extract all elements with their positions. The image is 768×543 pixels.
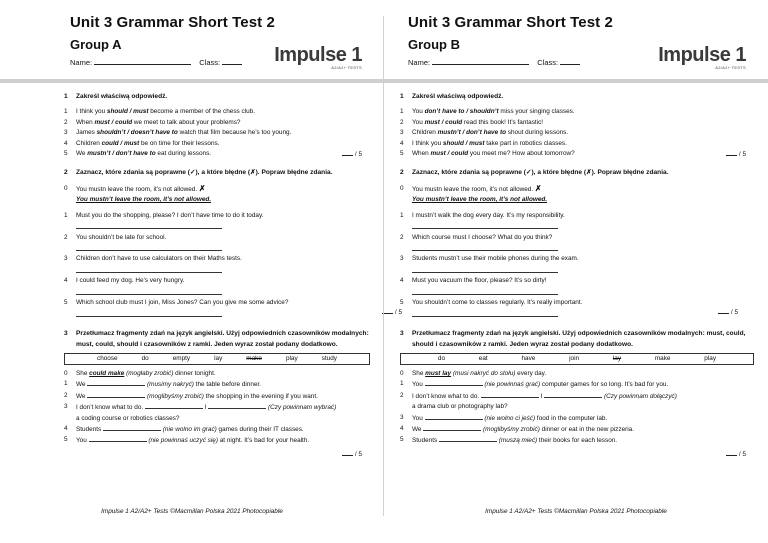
score-box: / 5: [726, 449, 746, 460]
impulse-logo: Impulse 1 A2/A2+ TESTS: [658, 44, 746, 70]
exercise-item: 2 You shouldn’t be late for school.: [64, 233, 167, 241]
exercise-item: 2 You must / could read this book! It’s fantastic!: [400, 118, 544, 126]
cross-mark: ✗: [198, 183, 206, 193]
exercise-item: 1 I think you should / must become a member of the chess club.: [64, 108, 256, 116]
exercise-item: 1 I mustn’t walk the dog every day. It’s my responsibility.: [400, 211, 565, 219]
exercise-item: 5 Which school club must I join, Miss Jones? Can you give me some advice?: [64, 299, 289, 307]
exercise-item: 1 You don’t have to / shouldn’t miss your singing classes.: [400, 108, 575, 116]
score-box: / 5: [718, 307, 738, 318]
footer-copyright: Impulse 1 A2/A2+ Tests ©Macmillan Polska 2021 Photocopiable: [485, 508, 667, 515]
exercise-3-instruction: 3 Przetłumacz fragmenty zdań na język angielski. Użyj odpowiednich czasowników modalnych: must, could, should i czasowników z ramki. Jeden wyraz został podany dodatkowo.: [400, 330, 746, 348]
exercise-item: 5 Students (muszą mieć) their books for each lesson.: [400, 436, 618, 445]
exercise-item: 4 Students (nie wolno im grać) games during their IT classes.: [64, 425, 304, 434]
answer-line[interactable]: [76, 243, 222, 251]
exercise-item: 3 You (nie wolno ci jeść) food in the computer lab.: [400, 413, 608, 422]
group-label: Group A: [70, 37, 122, 52]
page-header: [70, 0, 370, 80]
name-class-line: [70, 57, 248, 67]
exercise-item: 3 Children mustn’t / don’t have to shout during lessons.: [400, 129, 569, 137]
page-title: Unit 3 Grammar Short Test 2: [70, 14, 275, 31]
answer-line[interactable]: [412, 243, 558, 251]
struck-word: make: [246, 354, 262, 362]
footer-copyright: Impulse 1 A2/A2+ Tests ©Macmillan Polska 2021 Photocopiable: [101, 508, 283, 515]
name-class-line: [408, 57, 586, 67]
class-blank: [560, 57, 580, 65]
cross-mark: ✗: [534, 183, 542, 193]
exercise-item: 5 When must / could you meet me? How about tomorrow? / 5: [400, 149, 754, 159]
exercise-item: 4 I could feed my dog. He’s very hungry.: [64, 277, 185, 285]
group-label: Group B: [408, 37, 460, 52]
exercise-item: 1 You (nie powinnaś grać) computer games for so long. It’s bad for you.: [400, 380, 669, 389]
class-blank: [222, 57, 242, 65]
answer-line[interactable]: [412, 287, 558, 295]
exercise-item: 2 When must / could we meet to talk about your problems?: [64, 118, 241, 126]
answer-line[interactable]: [76, 287, 222, 295]
exercise-item: 4 We (moglibyśmy zrobić) dinner or eat in the new pizzeria.: [400, 425, 634, 434]
answer-line[interactable]: [412, 221, 558, 229]
score-row: [400, 447, 754, 457]
exercise-item: 1 Must you do the shopping, please? I don’t have time to do it today.: [64, 211, 264, 219]
word-box: choose do empty lay make play study: [64, 353, 370, 365]
class-label: Class:: [199, 58, 221, 67]
example-item: 0 You mustn leave the room, it’s not allowed. ✗: [64, 183, 206, 193]
example-item: 0 You mustn leave the room, it’s not allowed. ✗: [400, 183, 542, 193]
exercise-item: 3 James shouldn’t / doesn’t have to watch that film because he’s too young.: [64, 129, 292, 137]
exercise-item: 4 Must you vacuum the floor, please? It’s so dirty!: [400, 277, 547, 285]
name-blank: [432, 57, 529, 65]
page-title: Unit 3 Grammar Short Test 2: [408, 14, 613, 31]
exercise-1-instruction: 1 Zakreśl właściwą odpowiedź.: [400, 93, 504, 100]
score-row: [64, 447, 370, 457]
exercise-item: 1 We (musimy nakryć) the table before dinner.: [64, 380, 262, 389]
name-label: Name:: [70, 58, 93, 67]
score-box: / 5: [342, 149, 362, 160]
score-box: / 5: [382, 307, 402, 318]
answer-line[interactable]: [412, 265, 558, 273]
exercise-item-cont: a drama club or photography lab?: [412, 403, 508, 411]
exercise-item: 2 Which course must I choose? What do you think?: [400, 233, 553, 241]
exercise-item: 3 Students mustn’t use their mobile phones during the exam.: [400, 255, 579, 263]
exercise-2-instruction: 2 Zaznacz, które zdania są poprawne (✓), a które błędne (✗). Popraw błędne zdania.: [64, 169, 333, 177]
exercise-item: 5 We mustn’t / don’t have to eat during lessons. / 5: [64, 149, 370, 159]
header-rule: [384, 79, 768, 83]
exercise-1-instruction: 1 Zakreśl właściwą odpowiedź.: [64, 93, 168, 100]
answer-line[interactable]: [76, 265, 222, 273]
class-label: Class:: [537, 58, 559, 67]
impulse-logo: Impulse 1 A2/A2+ TESTS: [274, 44, 362, 70]
name-blank: [94, 57, 191, 65]
example-answer: You mustn’t leave the room, it’s not allowed.: [76, 196, 212, 204]
exercise-item-cont: a coding course or robotics classes?: [76, 414, 180, 422]
exercise-item: 2 I don’t know what to do. I (Czy powinnam dołączyć): [400, 391, 677, 400]
exercise-item: 4 Children could / must be on time for their lessons.: [64, 139, 220, 147]
test-page-group-b: [384, 0, 768, 543]
exercise-2-instruction: 2 Zaznacz, które zdania są poprawne (✓), a które błędne (✗). Popraw błędne zdania.: [400, 169, 669, 177]
exercises: [64, 92, 402, 458]
header-rule: [0, 79, 384, 83]
exercises: [400, 92, 754, 457]
answer-line[interactable]: [76, 308, 402, 317]
exercise-3-instruction: 3 Przetłumacz fragmenty zdań na język angielski. Użyj odpowiednich czasowników modalnych: must, could, should i czasowników z ramki. Jeden wyraz został podany dodatkowo.: [64, 330, 369, 348]
name-label: Name:: [408, 58, 431, 67]
exercise-item: 2 We (moglibyśmy zrobić) the shopping in the evening if you want.: [64, 391, 318, 400]
answer-line[interactable]: [412, 308, 738, 317]
exercise-item: 5 You shouldn’t come to classes regularly. It’s really important.: [400, 299, 583, 307]
word-box: do eat have join lay make play: [400, 353, 754, 365]
example-answer: You mustn’t leave the room, it’s not allowed.: [412, 196, 548, 204]
example-item: 0 She could make (mogłaby zrobić) dinner tonight.: [64, 370, 216, 377]
score-box: / 5: [726, 149, 746, 160]
exercise-item: 4 I think you should / must take part in robotics classes.: [400, 139, 567, 147]
exercise-item: 3 I don’t know what to do. I (Czy powinnam wybrać): [64, 403, 337, 412]
struck-word: lay: [612, 354, 622, 362]
score-box: / 5: [342, 449, 362, 460]
example-item: 0 She must lay (musi nakryć do stołu) every day.: [400, 370, 547, 377]
exercise-item: 3 Children don’t have to use calculators on their Maths tests.: [64, 255, 242, 263]
answer-line[interactable]: [76, 221, 222, 229]
page-header: [408, 0, 754, 80]
exercise-item: 5 You (nie powinnaś uczyć się) at night. It’s bad for your health.: [64, 436, 310, 445]
